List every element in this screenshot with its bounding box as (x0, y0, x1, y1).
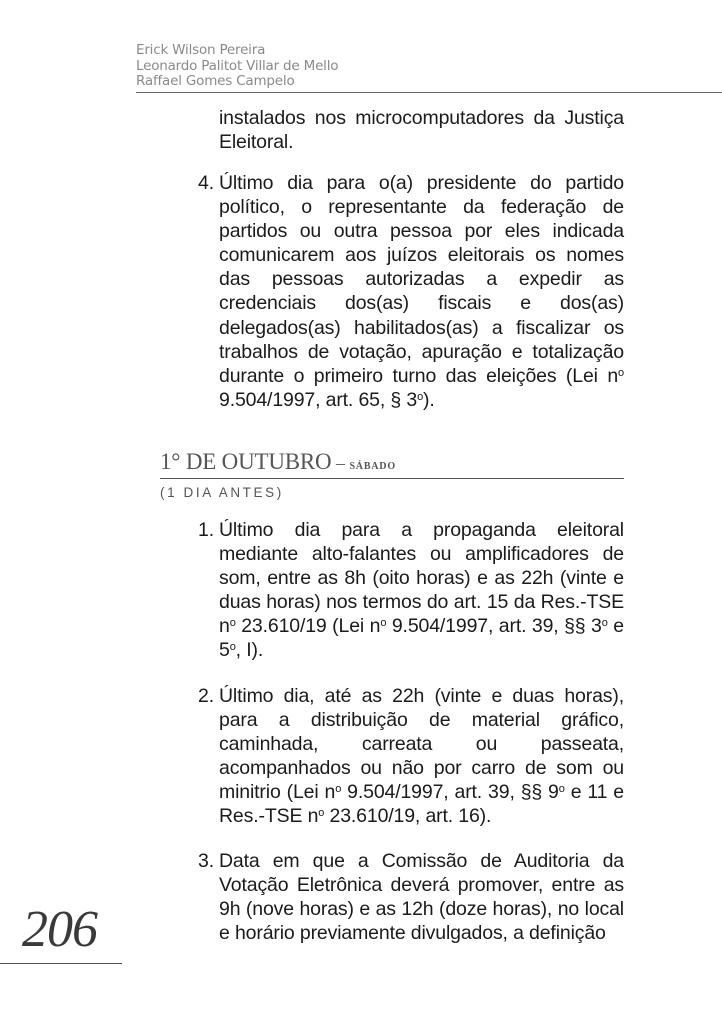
continued-text: instalados nos microcomputadores da Justiça Eleitoral. (219, 107, 624, 154)
superscript: o (335, 783, 342, 796)
superscript: o (558, 783, 565, 796)
superscript: o (380, 617, 387, 630)
section-subtitle: (1 DIA ANTES) (160, 485, 284, 500)
list-item-text (219, 171, 624, 412)
text-run: Data em que a Comissão de Auditoria da Votação Eletrônica deverá promover, entre as 9h (nove horas) e as 12h (doze horas), no local e horário previamente divulgados, a definição (219, 850, 624, 945)
list-item-1 (160, 518, 624, 663)
section-weekday: sábado (349, 458, 396, 473)
continued-paragraph (219, 106, 624, 154)
list-item-2 (160, 684, 624, 829)
list-item-number: 2. (198, 685, 214, 707)
running-header-authors (136, 43, 338, 90)
superscript: o (229, 641, 236, 654)
list-item-number: 1. (198, 519, 214, 541)
list-item-4 (160, 171, 624, 412)
text-run: 9.504/1997, art. 39, §§ 3 (386, 615, 602, 638)
header-rule (136, 92, 722, 93)
author-name: Erick Wilson Pereira (136, 42, 266, 58)
page-number: 206 (22, 901, 97, 958)
list-item-number: 3. (198, 850, 214, 872)
list-item-text (219, 849, 624, 945)
text-run: 9.504/1997, art. 39, §§ 9 (341, 781, 559, 804)
text-run: e 11 e Res.-TSE n (219, 781, 624, 828)
superscript: o (601, 617, 608, 630)
text-run: Último dia, até as 22h (vinte e duas horas), para a distribuição de material gráfico, caminhada, carreata ou passeata, acompanhados ou não por carro de som ou minitrio (Lei n (219, 685, 624, 804)
superscript: o (318, 807, 325, 820)
text-run: Último dia para o(a) presidente do partido político, o representante da federação de partidos ou outra pessoa por eles indicada comunicarem aos juízos eleitorais os nomes das pessoas autorizadas a expedir as credenciais dos(as) fiscais e dos(as) delegados(as) habilitados(as) a fiscalizar os trabalhos de votação, apuração e totalização durante o primeiro turno das eleições (Lei n (219, 172, 624, 387)
section-date: 1° DE OUTUBRO (160, 449, 332, 474)
list-item-text (219, 684, 624, 829)
text-run: 9.504/1997, art. 65, § 3 (219, 388, 418, 411)
list-item-number: 4. (198, 172, 214, 194)
text-run: , I). (235, 639, 264, 662)
author-name: Raffael Gomes Campelo (136, 73, 295, 89)
text-run: e 5 (219, 615, 624, 662)
author-name: Leonardo Palitot Villar de Mello (136, 57, 339, 74)
section-dash: – (331, 453, 350, 473)
text-run: ). (423, 388, 435, 411)
list-item-text (219, 518, 624, 663)
list-item-3 (160, 849, 624, 945)
superscript: o (417, 390, 424, 403)
text-run: Último dia para a propaganda eleitoral mediante alto-falantes ou amplificadores de som, entre as 8h (oito horas) e as 22h (vinte e duas horas) nos termos do art. 15 da Res.-TSE n (219, 519, 624, 638)
section-rule (160, 478, 624, 479)
page-number-rule (0, 963, 122, 964)
superscript: o (618, 366, 624, 379)
superscript: o (229, 617, 236, 630)
section-heading (160, 449, 396, 475)
text-run: 23.610/19 (Lei n (235, 615, 381, 638)
text-run: 23.610/19, art. 16). (324, 805, 492, 828)
